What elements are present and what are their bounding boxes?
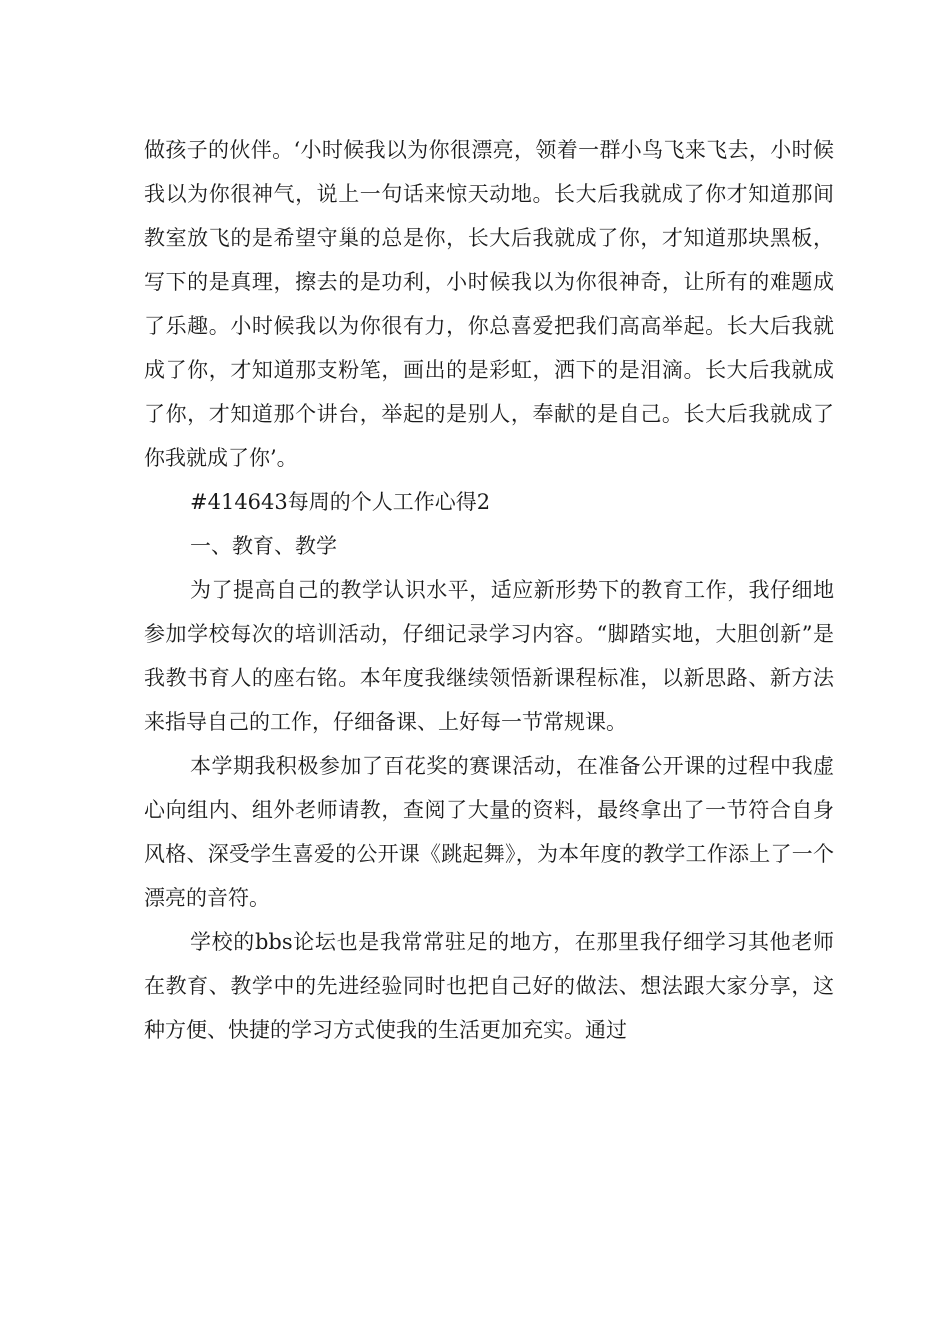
paragraph-teaching-awareness: 为了提高自己的教学认识水平，适应新形势下的教育工作，我仔细地参加学校每次的培训活动，仔细记录学习内容。“脚踏实地，大胆创新”是我教书育人的座右铭。本年度我继续领悟新课程标准，以新思路、新方法来指导自己的工作，仔细备课、上好每一节常规课。: [144, 578, 834, 734]
document-body: [144, 128, 834, 1052]
paragraph-bbs-forum: 学校的bbs论坛也是我常常驻足的地方，在那里我仔细学习其他老师在教育、教学中的先进经验同时也把自己好的做法、想法跟大家分享，这种方便、快捷的学习方式使我的生活更加充实。通过: [144, 930, 834, 1042]
section-heading-record: #414643每周的个人工作心得2: [190, 490, 491, 514]
paragraph-competition: 本学期我积极参加了百花奖的赛课活动，在准备公开课的过程中我虚心向组内、组外老师请教，查阅了大量的资料，最终拿出了一节符合自身风格、深受学生喜爱的公开课《跳起舞》，为本年度的教学工作添上了一个漂亮的音符。: [144, 754, 834, 910]
subsection-heading-education: 一、教育、教学: [190, 534, 337, 558]
paragraph-continuation: 做孩子的伙伴。‘小时候我以为你很漂亮，领着一群小鸟飞来飞去，小时候我以为你很神气，说上一句话来惊天动地。长大后我就成了你才知道那间教室放飞的是希望守巢的总是你，长大后我就成了你，才知道那块黑板，写下的是真理，擦去的是功利，小时候我以为你很神奇，让所有的难题成了乐趣。小时候我以为你很有力，你总喜爱把我们高高举起。长大后我就成了你，才知道那支粉笔，画出的是彩虹，洒下的是泪滴。长大后我就成了你，才知道那个讲台，举起的是别人，奉献的是自己。长大后我就成了你我就成了你’。: [144, 138, 834, 470]
